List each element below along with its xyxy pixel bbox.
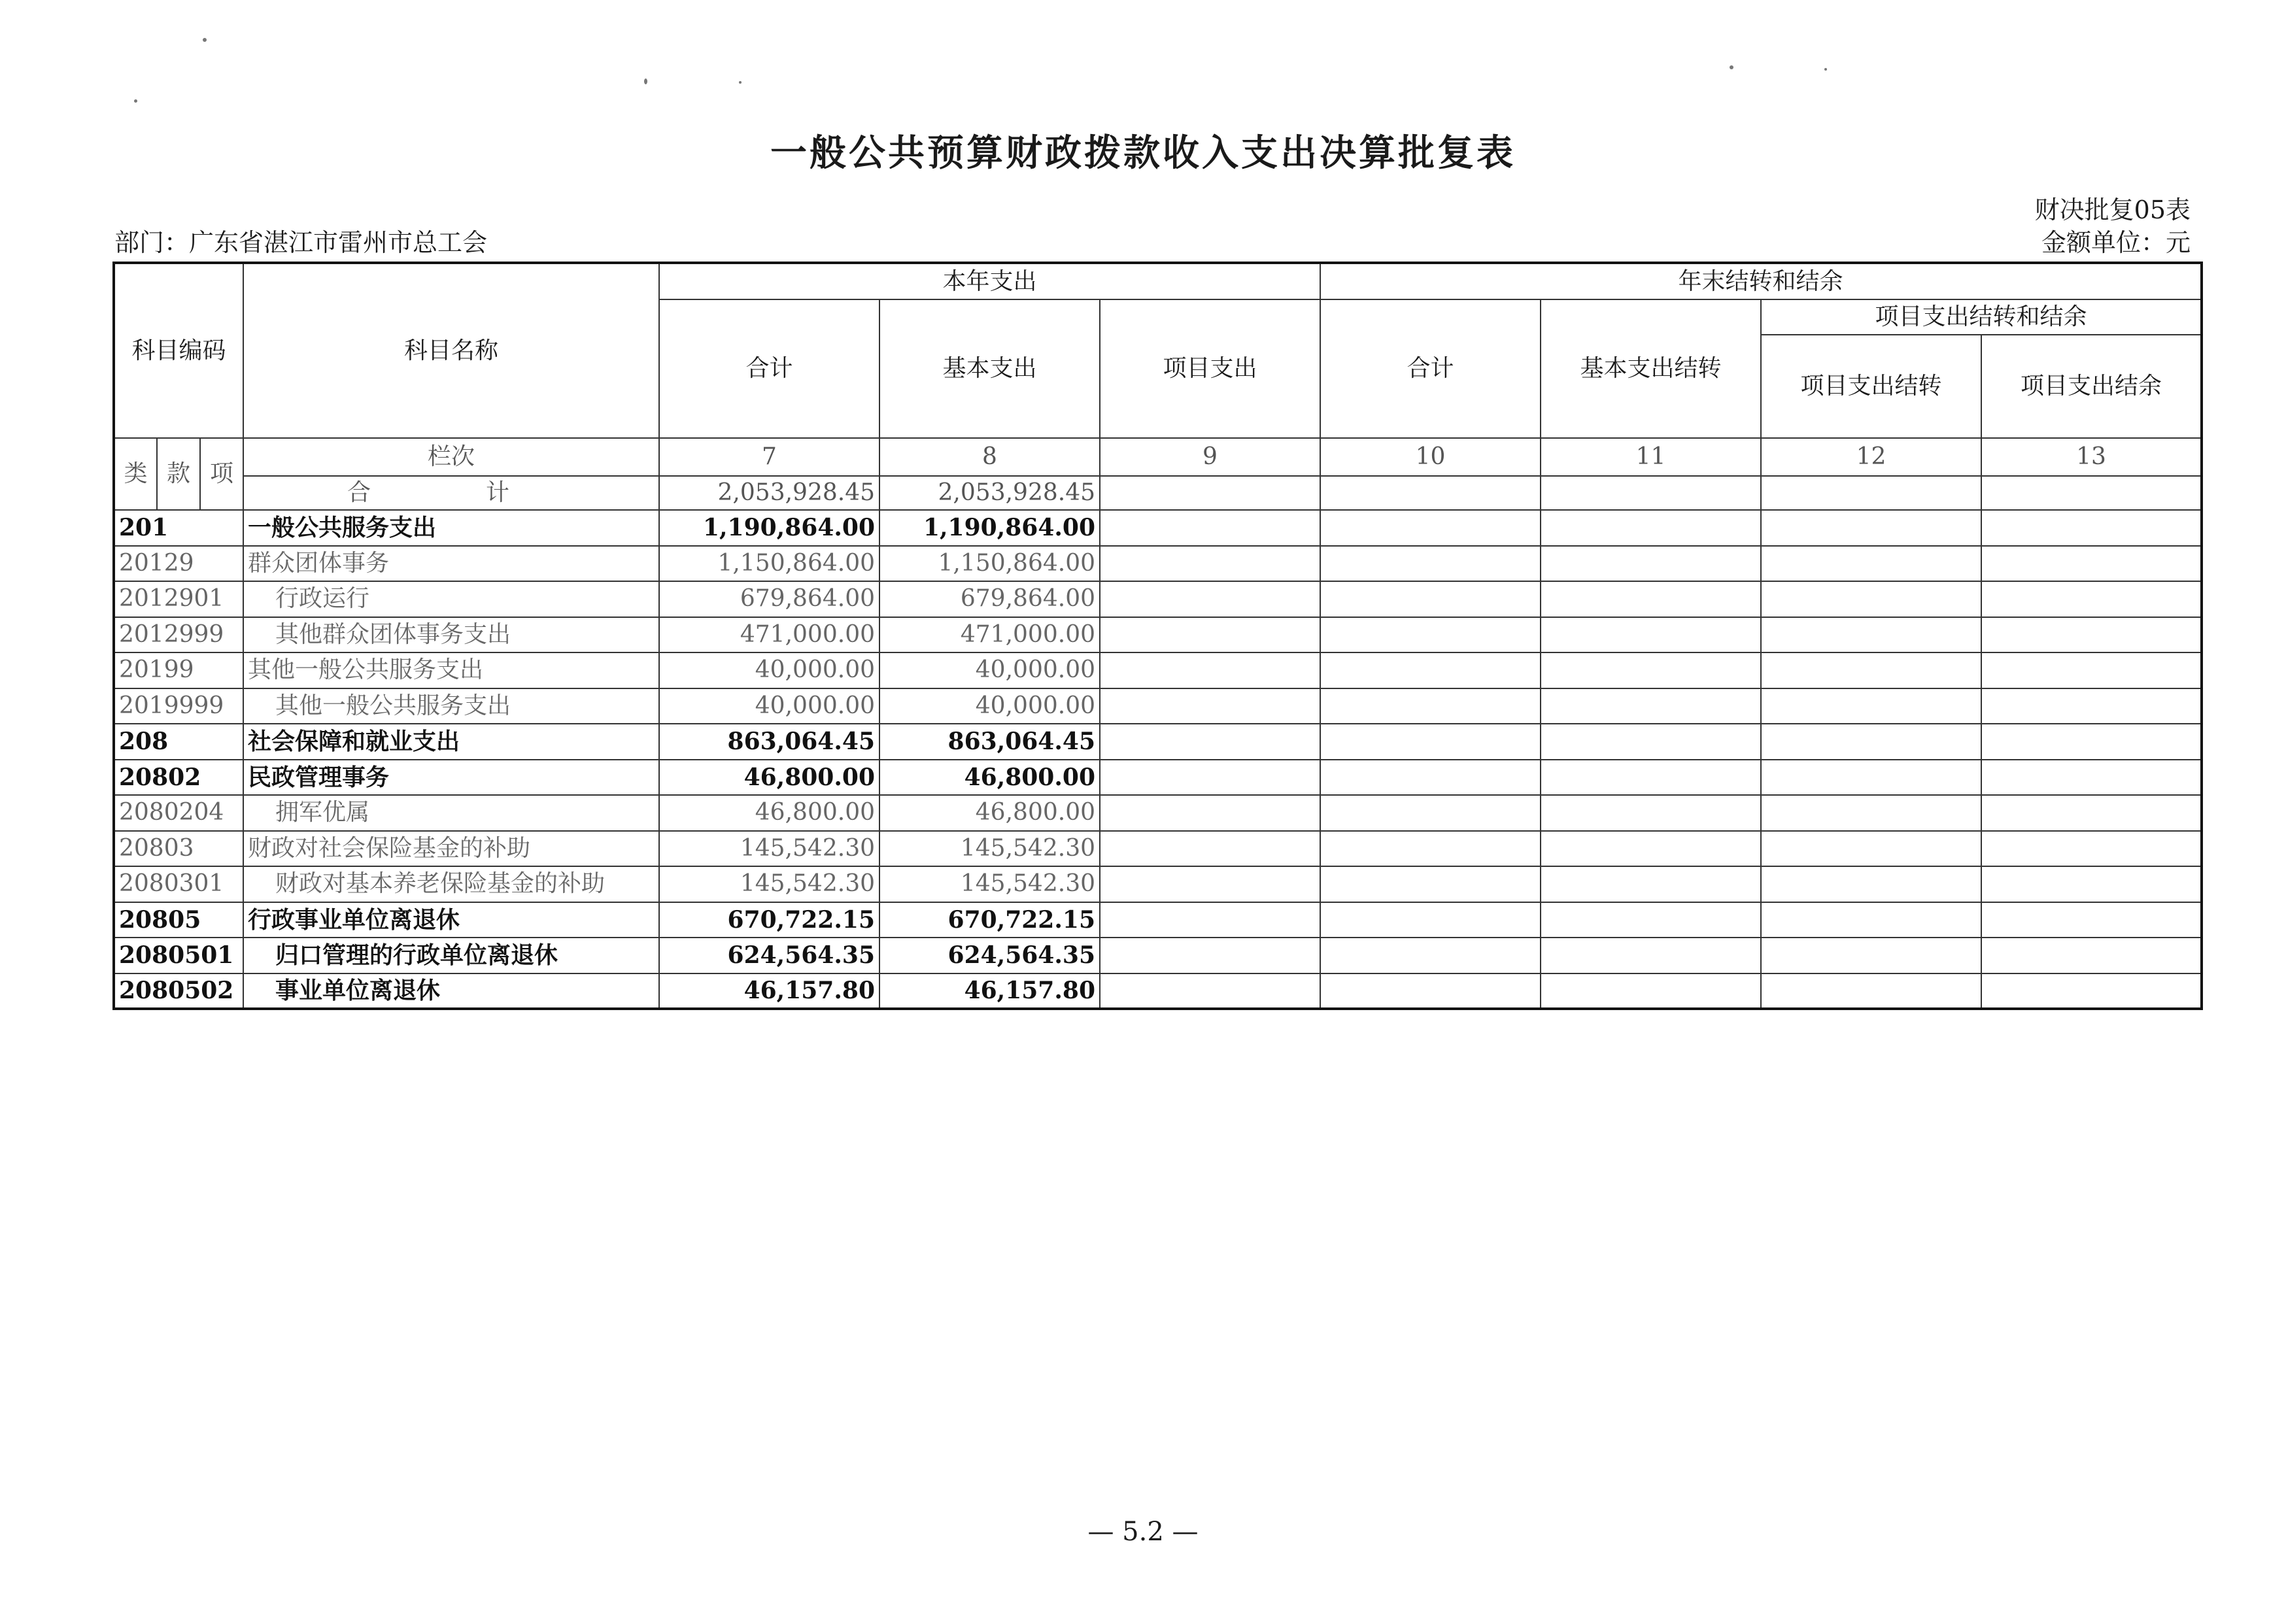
column-number: 13 (1981, 438, 2202, 476)
empty-cell (1761, 476, 1981, 510)
scan-speck (134, 99, 137, 103)
basic-amount: 40,000.00 (879, 652, 1100, 688)
project-amount (1100, 938, 1320, 973)
total-amount: 670,722.15 (659, 902, 879, 938)
basic-carry (1541, 688, 1761, 724)
total-amount: 679,864.00 (659, 581, 879, 617)
empty-cell (1541, 476, 1761, 510)
basic-amount: 46,800.00 (879, 795, 1100, 831)
total-amount: 145,542.30 (659, 866, 879, 902)
project-carry (1761, 617, 1981, 653)
header-kuan: 款 (157, 438, 200, 510)
scan-speck (739, 81, 742, 84)
basic-amount: 40,000.00 (879, 688, 1100, 724)
year-end-total (1320, 510, 1541, 546)
project-carry (1761, 973, 1981, 1009)
header-project-carry-group: 项目支出结转和结余 (1761, 299, 2202, 335)
subject-code: 2019999 (114, 688, 243, 724)
page-title: 一般公共预算财政拨款收入支出决算批复表 (770, 132, 1516, 175)
project-balance (1981, 760, 2202, 796)
project-balance (1981, 938, 2202, 973)
subject-name: 其他一般公共服务支出 (243, 688, 659, 724)
table-row (114, 866, 2202, 902)
column-number: 12 (1761, 438, 1981, 476)
total-amount: 624,564.35 (659, 938, 879, 973)
year-end-total (1320, 617, 1541, 653)
project-balance (1981, 795, 2202, 831)
scan-speck (1824, 68, 1827, 71)
table-row (114, 760, 2202, 796)
column-number: 10 (1320, 438, 1541, 476)
total-amount: 471,000.00 (659, 617, 879, 653)
budget-table (112, 262, 2203, 1010)
header-total: 合计 (659, 299, 879, 438)
subject-name: 归口管理的行政单位离退休 (243, 938, 659, 973)
subject-code: 208 (114, 724, 243, 760)
basic-carry (1541, 938, 1761, 973)
subject-name: 行政事业单位离退休 (243, 902, 659, 938)
project-carry (1761, 760, 1981, 796)
subject-code: 2012999 (114, 617, 243, 653)
project-amount (1100, 973, 1320, 1009)
project-amount (1100, 760, 1320, 796)
table-row (114, 902, 2202, 938)
table-row (114, 938, 2202, 973)
header-xiang: 项 (200, 438, 243, 510)
project-balance (1981, 831, 2202, 867)
year-end-total (1320, 652, 1541, 688)
basic-carry (1541, 546, 1761, 582)
subject-code: 20802 (114, 760, 243, 796)
header-year-end: 年末结转和结余 (1320, 263, 2202, 299)
project-balance (1981, 652, 2202, 688)
column-number: 11 (1541, 438, 1761, 476)
table-row (114, 831, 2202, 867)
sum-total: 2,053,928.45 (659, 476, 879, 510)
basic-amount: 670,722.15 (879, 902, 1100, 938)
table-row (114, 973, 2202, 1009)
total-amount: 1,190,864.00 (659, 510, 879, 546)
table-row (114, 795, 2202, 831)
subject-code: 201 (114, 510, 243, 546)
basic-carry (1541, 760, 1761, 796)
form-code: 财决批复05表 (2034, 195, 2191, 224)
project-carry (1761, 724, 1981, 760)
project-balance (1981, 973, 2202, 1009)
table-row (114, 688, 2202, 724)
basic-carry (1541, 581, 1761, 617)
basic-carry (1541, 973, 1761, 1009)
header-name: 科目名称 (243, 263, 659, 438)
header-code: 科目编码 (114, 263, 243, 438)
project-amount (1100, 617, 1320, 653)
header-basic-carry: 基本支出结转 (1541, 299, 1761, 438)
subject-code: 20199 (114, 652, 243, 688)
project-balance (1981, 866, 2202, 902)
sum-label: 合 计 (243, 476, 659, 510)
project-carry (1761, 688, 1981, 724)
basic-amount: 145,542.30 (879, 831, 1100, 867)
project-balance (1981, 581, 2202, 617)
table-row (114, 652, 2202, 688)
subject-code: 2012901 (114, 581, 243, 617)
project-amount (1100, 724, 1320, 760)
basic-carry (1541, 866, 1761, 902)
year-end-total (1320, 724, 1541, 760)
project-amount (1100, 581, 1320, 617)
project-balance (1981, 902, 2202, 938)
basic-amount: 145,542.30 (879, 866, 1100, 902)
empty-cell (1981, 476, 2202, 510)
subject-code: 2080204 (114, 795, 243, 831)
subject-code: 2080501 (114, 938, 243, 973)
year-end-total (1320, 831, 1541, 867)
project-balance (1981, 724, 2202, 760)
subject-name: 拥军优属 (243, 795, 659, 831)
year-end-total (1320, 688, 1541, 724)
basic-carry (1541, 617, 1761, 653)
header-project-carry: 项目支出结转 (1761, 335, 1981, 438)
project-carry (1761, 902, 1981, 938)
project-balance (1981, 510, 2202, 546)
table-row (114, 510, 2202, 546)
project-carry (1761, 831, 1981, 867)
basic-amount: 471,000.00 (879, 617, 1100, 653)
table-row (114, 546, 2202, 582)
subject-name: 其他群众团体事务支出 (243, 617, 659, 653)
total-amount: 145,542.30 (659, 831, 879, 867)
basic-amount: 1,190,864.00 (879, 510, 1100, 546)
subject-code: 20129 (114, 546, 243, 582)
year-end-total (1320, 973, 1541, 1009)
subject-name: 群众团体事务 (243, 546, 659, 582)
basic-carry (1541, 510, 1761, 546)
total-amount: 46,800.00 (659, 760, 879, 796)
scan-speck (203, 38, 207, 42)
subject-name: 一般公共服务支出 (243, 510, 659, 546)
column-number: 7 (659, 438, 879, 476)
project-carry (1761, 510, 1981, 546)
project-carry (1761, 938, 1981, 973)
project-amount (1100, 546, 1320, 582)
year-end-total (1320, 546, 1541, 582)
year-end-total (1320, 902, 1541, 938)
year-end-total (1320, 760, 1541, 796)
header-lei: 类 (114, 438, 157, 510)
basic-amount: 863,064.45 (879, 724, 1100, 760)
page-number: — 5.2 — (1087, 1517, 1199, 1547)
basic-carry (1541, 724, 1761, 760)
year-end-total (1320, 581, 1541, 617)
subject-name: 其他一般公共服务支出 (243, 652, 659, 688)
project-amount (1100, 652, 1320, 688)
subject-name: 财政对基本养老保险基金的补助 (243, 866, 659, 902)
table-row (114, 724, 2202, 760)
total-amount: 40,000.00 (659, 688, 879, 724)
table-row (114, 617, 2202, 653)
header-project-balance: 项目支出结余 (1981, 335, 2202, 438)
project-amount (1100, 866, 1320, 902)
project-balance (1981, 688, 2202, 724)
subject-code: 2080502 (114, 973, 243, 1009)
header-year-end-total: 合计 (1320, 299, 1541, 438)
subject-code: 20803 (114, 831, 243, 867)
basic-amount: 1,150,864.00 (879, 546, 1100, 582)
total-amount: 1,150,864.00 (659, 546, 879, 582)
department-label: 部门：广东省湛江市雷州市总工会 (114, 228, 488, 257)
basic-carry (1541, 652, 1761, 688)
project-amount (1100, 902, 1320, 938)
year-end-total (1320, 938, 1541, 973)
scan-speck (1730, 65, 1733, 69)
basic-carry (1541, 795, 1761, 831)
subject-name: 社会保障和就业支出 (243, 724, 659, 760)
project-amount (1100, 831, 1320, 867)
basic-amount: 624,564.35 (879, 938, 1100, 973)
empty-cell (1320, 476, 1541, 510)
header-current-year: 本年支出 (659, 263, 1320, 299)
amount-unit: 金额单位：元 (2041, 228, 2191, 257)
sum-basic: 2,053,928.45 (879, 476, 1100, 510)
subject-code: 2080301 (114, 866, 243, 902)
subject-name: 事业单位离退休 (243, 973, 659, 1009)
table-row (114, 581, 2202, 617)
column-label: 栏次 (243, 438, 659, 476)
total-amount: 40,000.00 (659, 652, 879, 688)
project-balance (1981, 546, 2202, 582)
project-carry (1761, 866, 1981, 902)
total-amount: 863,064.45 (659, 724, 879, 760)
year-end-total (1320, 866, 1541, 902)
basic-amount: 46,800.00 (879, 760, 1100, 796)
total-amount: 46,157.80 (659, 973, 879, 1009)
project-carry (1761, 581, 1981, 617)
project-amount (1100, 510, 1320, 546)
subject-name: 行政运行 (243, 581, 659, 617)
column-number: 9 (1100, 438, 1320, 476)
column-number: 8 (879, 438, 1100, 476)
scan-speck (644, 78, 647, 84)
basic-amount: 46,157.80 (879, 973, 1100, 1009)
basic-carry (1541, 831, 1761, 867)
project-carry (1761, 546, 1981, 582)
total-amount: 46,800.00 (659, 795, 879, 831)
project-amount (1100, 688, 1320, 724)
subject-code: 20805 (114, 902, 243, 938)
empty-cell (1100, 476, 1320, 510)
year-end-total (1320, 795, 1541, 831)
project-carry (1761, 652, 1981, 688)
project-balance (1981, 617, 2202, 653)
subject-name: 民政管理事务 (243, 760, 659, 796)
basic-amount: 679,864.00 (879, 581, 1100, 617)
subject-name: 财政对社会保险基金的补助 (243, 831, 659, 867)
project-amount (1100, 795, 1320, 831)
basic-carry (1541, 902, 1761, 938)
header-project: 项目支出 (1100, 299, 1320, 438)
header-basic: 基本支出 (879, 299, 1100, 438)
project-carry (1761, 795, 1981, 831)
